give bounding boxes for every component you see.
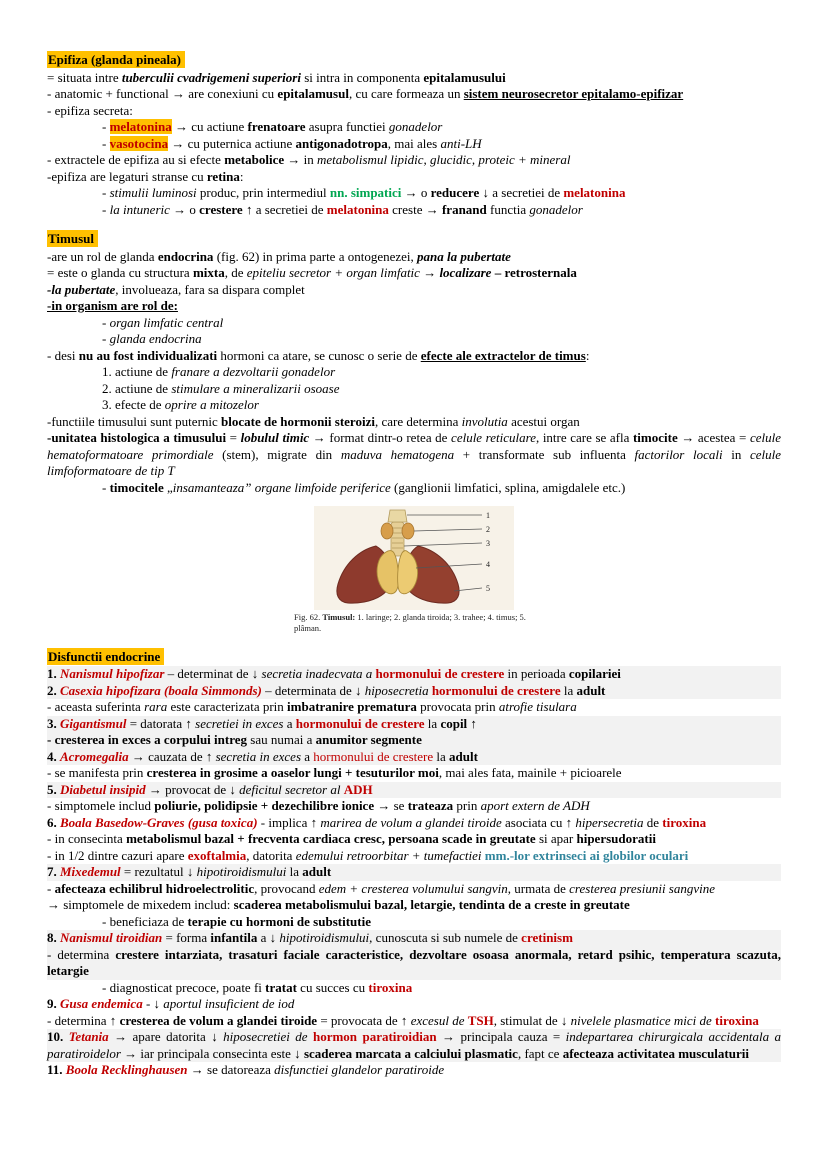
text-run: gonadelor <box>388 119 443 134</box>
text-run: → <box>419 265 440 280</box>
text-run: involutia <box>461 413 508 429</box>
section-heading-text: Disfunctii endocrine <box>47 648 164 665</box>
text-run: , fapt ce <box>517 1045 563 1061</box>
text-run: - implica ↑ <box>257 814 321 830</box>
text-run: Mixedemul <box>60 864 121 880</box>
text-run: a ↓ <box>257 930 280 946</box>
text-run: localizare <box>439 265 492 280</box>
text-run: oprire a mitozelor <box>164 397 259 412</box>
text-run: 3. efecte de <box>102 397 165 412</box>
text-run: hipersecretia <box>575 814 644 830</box>
text-run: asociata cu ↑ <box>501 814 576 830</box>
text-run: afecteaza echilibrul hidroelectrolitic <box>54 880 255 896</box>
text-run: lobulul timic <box>240 430 310 445</box>
text-run: anti-LH <box>440 135 482 151</box>
text-line <box>47 103 781 120</box>
text-run: - <box>102 185 110 200</box>
text-run: pana la pubertate <box>417 248 511 264</box>
text-line <box>47 897 781 914</box>
text-run: de <box>643 814 663 830</box>
text-run: crestere <box>199 201 243 217</box>
text-run: cresterea in grosime a oaselor lungi + tesuturilor moi <box>146 765 439 781</box>
text-run: retrosternala <box>504 265 577 280</box>
text-run: – <box>491 265 505 280</box>
text-run: -in organism are rol de: <box>47 298 178 313</box>
text-run: la <box>424 715 441 731</box>
text-run: - <box>102 331 110 346</box>
text-run: hiposecretiei de <box>223 1029 313 1045</box>
text-run: la intuneric <box>109 201 170 217</box>
text-run: - determina ↑ <box>47 1012 120 1028</box>
text-run: , intre care se afla <box>535 430 633 445</box>
text-run: Boola Recklinghausen <box>65 1062 188 1078</box>
text-run: - desi <box>47 347 79 363</box>
text-line <box>47 414 781 431</box>
text-run: produc, prin intermediul <box>196 185 330 200</box>
text-run: nn. simpatici <box>329 185 402 200</box>
thymus-illustration-icon <box>314 506 514 610</box>
text-run: scaderea metabolismului bazal, letargie, tendinta de a creste in greutate <box>233 897 630 913</box>
text-line <box>47 185 781 202</box>
text-run: marirea de volum a glandei tiroide <box>320 814 502 830</box>
text-run: melatonina <box>109 119 172 134</box>
text-line <box>47 381 781 398</box>
text-run: adult <box>449 748 478 764</box>
text-run: Gusa endemica <box>60 996 143 1012</box>
text-run: = este o glanda cu structura <box>47 265 193 280</box>
text-run: ↑ a secretiei de <box>242 201 327 217</box>
text-run: hormonului de crestere <box>375 666 505 682</box>
text-run: metabolismul bazal + frecventa cardiaca cresc, persoana scade in greutate <box>126 831 536 847</box>
text-run: anumitor segmente <box>315 732 422 748</box>
text-line <box>47 397 781 414</box>
text-run: , datorita <box>246 847 296 863</box>
text-line <box>47 732 781 749</box>
text-line <box>47 364 781 381</box>
text-line <box>47 798 781 815</box>
text-run: Tetania <box>68 1029 109 1045</box>
text-run: si apar <box>535 831 577 847</box>
text-line <box>47 848 781 865</box>
text-run: - determina <box>47 946 116 962</box>
text-run: 1. <box>47 666 60 682</box>
text-run: 10. <box>47 1029 69 1045</box>
text-run: = rezultatul ↓ <box>120 864 197 880</box>
text-run: tiroxina <box>368 979 413 995</box>
text-run: -are un rol de glanda <box>47 248 158 264</box>
text-run: vasotocina <box>109 135 169 151</box>
text-run: - <box>102 119 110 134</box>
text-run: hormonului de crestere <box>313 748 434 764</box>
text-run: = provocata de ↑ <box>317 1012 411 1028</box>
text-run: aport extern de ADH <box>480 798 590 814</box>
text-run: frenatoare <box>247 119 306 134</box>
text-run: : <box>585 347 590 363</box>
text-line <box>47 864 781 881</box>
text-run: cretinism <box>521 930 573 946</box>
text-run: exoftalmia <box>187 847 247 863</box>
text-run: afecteaza activitatea musculaturii <box>562 1045 749 1061</box>
text-run: 1. actiune de <box>102 364 172 379</box>
text-run: hipersudoratii <box>576 831 656 847</box>
text-run: prin <box>453 798 481 814</box>
text-run: secretia in exces <box>215 748 302 764</box>
text-run: maduva hematogena <box>340 446 455 462</box>
text-run: aportul insuficient de iod <box>163 996 295 1012</box>
text-run: stimulii luminosi <box>109 185 197 200</box>
text-run: epitalamusului <box>423 69 506 85</box>
text-run: melatonina <box>326 201 389 217</box>
text-run: , mai ales <box>387 135 441 151</box>
text-run: hormoni ca atare, se cunosc o serie de <box>217 347 421 363</box>
text-run: , cunoscuta si sub numele de <box>369 930 522 946</box>
text-run: - <box>47 880 55 896</box>
text-run: este caracterizata prin <box>167 699 288 715</box>
text-run: 4. <box>47 748 60 764</box>
section-disfunctii <box>47 649 781 1079</box>
text-run: : <box>239 168 244 184</box>
text-run: cu succes cu <box>296 979 369 995</box>
text-line <box>47 136 781 153</box>
text-run: -la pubertate <box>47 281 116 297</box>
text-run: trateaza <box>407 798 454 814</box>
text-run: hormonului de crestere <box>431 682 561 698</box>
text-run: (ganglionii limfatici, splina, amigdalele etc.) <box>390 479 626 495</box>
text-run: hipotiroidismului <box>196 864 287 880</box>
text-run: TSH <box>467 1012 494 1028</box>
text-line <box>47 881 781 898</box>
text-run: mixta <box>192 265 225 280</box>
text-run: deficitul secretor al <box>239 781 344 797</box>
text-run: - in consecinta <box>47 831 127 847</box>
text-run: – determinat de ↓ <box>164 666 262 682</box>
text-run: melatonina <box>563 185 626 200</box>
text-run: indepartarea chirurgicala accidentala a paratiroidelor <box>47 1029 782 1061</box>
text-run: - aceasta suferinta <box>47 699 145 715</box>
text-run: - beneficiaza de <box>102 913 188 929</box>
text-run: 3. <box>47 715 60 731</box>
text-run: celule hematoformatoare primordiale <box>47 430 781 462</box>
text-run: hormon paratiroidian <box>312 1029 437 1045</box>
text-run: celule limfoformatoare de tip T <box>47 446 781 478</box>
text-run: la <box>286 864 303 880</box>
text-run: secretia inadecvata a <box>261 666 376 682</box>
text-run: adult <box>302 864 332 880</box>
text-run: → principala cauza = <box>436 1029 566 1045</box>
section-heading-text: Timusul <box>47 230 98 247</box>
text-run: glanda endocrina <box>109 331 202 346</box>
text-run: timocite <box>632 430 678 445</box>
text-line <box>47 298 781 315</box>
text-run: → cauzata de ↑ <box>128 748 216 764</box>
text-line <box>47 169 781 186</box>
text-line <box>47 265 781 282</box>
text-run: - <box>102 479 110 495</box>
text-run: metabolismul lipidic, glucidic, proteic + mineral <box>317 152 571 167</box>
figure-caption-rest: 1. laringe; 2. glanda tiroida; 3. trahee; 4. timus; 5. plâman. <box>294 612 526 634</box>
text-run: 11. <box>47 1062 66 1078</box>
figure-label-3: 3 <box>486 539 490 548</box>
text-run: factorilor locali <box>634 446 723 462</box>
text-run: - simptomele includ <box>47 798 155 814</box>
section-timusul <box>47 231 781 636</box>
text-line <box>47 831 781 848</box>
text-run: - <box>102 314 110 330</box>
text-run: rara <box>144 699 168 715</box>
text-line <box>47 699 781 716</box>
text-run: poliurie, polidipsie + dezechilibre ionice <box>154 798 375 814</box>
text-run: tratat <box>265 979 297 995</box>
text-run: - anatomic + functional → are conexiuni cu <box>47 86 278 101</box>
text-run: hormonului de crestere <box>295 715 425 731</box>
text-run: a <box>283 715 296 731</box>
text-line <box>47 947 781 980</box>
text-run: epiteliu secretor + organ limfatic <box>246 265 420 280</box>
text-run: „ <box>163 479 173 495</box>
text-line <box>47 1013 781 1030</box>
section-heading <box>47 231 781 248</box>
section-body <box>47 70 781 219</box>
text-line <box>47 480 781 497</box>
text-run: 7. <box>47 864 60 880</box>
text-line <box>47 683 781 700</box>
section-heading-text: Epifiza (glanda pineala) <box>47 51 185 68</box>
text-run: Boala Basedow-Graves (gusa toxica) <box>60 814 258 830</box>
text-run: la <box>560 682 577 698</box>
text-run: scaderea marcata a calciului plasmatic <box>303 1045 518 1061</box>
figure-label-4: 4 <box>486 560 490 569</box>
text-run: secretiei in exces <box>195 715 284 731</box>
text-run: sistem neurosecretor epitalamo-epifizar <box>463 86 684 101</box>
text-run: a <box>301 748 314 764</box>
text-run: organ limfatic central <box>109 314 224 330</box>
text-run: cresterea de volum a glandei tiroide <box>119 1012 318 1028</box>
text-run: → iar principala consecinta este ↓ <box>120 1045 304 1061</box>
text-run: disfunctiei glandelor paratiroide <box>274 1062 445 1078</box>
text-line <box>47 749 781 766</box>
text-run: reducere <box>430 185 480 200</box>
text-run: -unitatea histologica a timusului <box>47 430 227 445</box>
text-run: Diabetul insipid <box>60 781 146 797</box>
text-run: in <box>722 446 750 462</box>
text-run: , stimulat de ↓ <box>493 1012 571 1028</box>
text-run: ↑ <box>467 715 477 731</box>
text-run: - ↓ <box>142 996 164 1012</box>
section-heading <box>47 52 781 69</box>
text-run: → apare datorita ↓ <box>108 1029 224 1045</box>
text-run: excesul de <box>410 1012 468 1028</box>
text-run: Acromegalia <box>60 748 129 764</box>
text-run: insamanteaza” organe limfoide periferice <box>172 479 391 495</box>
text-run: cresterea presiunii sangvine <box>569 880 716 896</box>
text-run: efecte ale extractelor de timus <box>420 347 586 363</box>
text-run: Nanismul hipofizar <box>60 666 165 682</box>
text-run: imbatranire prematura <box>287 699 417 715</box>
text-line <box>47 815 781 832</box>
thymus-figure-inner <box>294 506 534 634</box>
text-run: blocate de hormonii steroizi <box>221 413 375 429</box>
text-run: stimulare a mineralizarii osoase <box>171 380 340 396</box>
text-run: → o <box>169 201 200 217</box>
text-run: epitalamusul <box>277 86 349 101</box>
text-run: (fig. 62) in prima parte a ontogenezei, <box>213 248 418 264</box>
text-run: endocrina <box>157 248 214 264</box>
text-run: si intra in componenta <box>300 69 424 85</box>
text-run: antigonadotropa <box>295 135 388 151</box>
figure-caption <box>294 612 534 634</box>
text-run: = datorata ↑ <box>126 715 196 731</box>
text-run: - cresterea in exces a corpului intreg <box>47 732 248 748</box>
figure-label-2: 2 <box>486 525 490 534</box>
text-line <box>47 86 781 103</box>
text-run: edemului retroorbitar + tumefactiei <box>295 847 482 863</box>
text-run: → se datoreaza <box>187 1062 275 1078</box>
text-line <box>47 119 781 136</box>
text-line <box>47 315 781 332</box>
text-run: → simptomele de mixedem includ: <box>47 897 234 913</box>
text-run: la <box>433 748 450 764</box>
text-run: = situata intre <box>47 69 122 85</box>
text-run: -epifiza are legaturi stranse cu <box>47 168 207 184</box>
text-run: metabolice <box>224 152 285 167</box>
text-line <box>47 765 781 782</box>
text-run: creste → <box>388 201 442 217</box>
text-run: → acestea = <box>677 430 750 445</box>
text-run: → in <box>284 152 317 167</box>
text-run: functia <box>486 201 530 217</box>
text-run: -functiile timusului sunt puternic <box>47 413 222 429</box>
text-run: tiroxina <box>715 1012 759 1028</box>
text-run: - se manifesta prin <box>47 765 147 781</box>
text-run: = forma <box>162 930 211 946</box>
text-run: in perioada <box>504 666 569 682</box>
text-run: mm.-lor extrinseci ai globilor oculari <box>484 847 689 863</box>
text-line <box>47 782 781 799</box>
text-run: adult <box>576 682 606 698</box>
thymus-figure <box>47 506 781 636</box>
text-run: ADH <box>343 781 373 797</box>
text-run: → provocat de ↓ <box>145 781 240 797</box>
text-run: , care determina <box>374 413 462 429</box>
figure-caption-title: Timusul: <box>322 612 356 622</box>
text-run: tiroxina <box>662 814 707 830</box>
text-run: nu au fost individualizati <box>78 347 218 363</box>
section-heading <box>47 649 781 666</box>
text-line <box>47 331 781 348</box>
figure-label-5: 5 <box>486 584 490 593</box>
text-line <box>47 70 781 87</box>
text-run: , de <box>224 265 247 280</box>
text-run: Casexia hipofizara (boala Simmonds) <box>60 682 262 698</box>
text-run: → se <box>374 798 408 814</box>
section-body <box>47 249 781 497</box>
text-run: sau numai a <box>247 732 316 748</box>
text-run: → format dintr-o retea de <box>309 430 452 445</box>
text-run: atrofie tisulara <box>498 699 577 715</box>
text-run: Nanismul tiroidian <box>60 930 163 946</box>
text-run: = <box>226 430 241 445</box>
text-run: terapie cu hormoni de substitutie <box>187 913 371 929</box>
text-run: crestere intarziata, trasaturi faciale caracteristice, dezvoltare osoasa anormala, retard psihic, temperatura scazuta, letargie <box>47 946 781 979</box>
text-line <box>47 980 781 997</box>
text-run: 9. <box>47 996 60 1012</box>
text-line <box>47 1062 781 1079</box>
text-run: - <box>102 201 110 217</box>
text-run: , mai ales fata, mainile + picioarele <box>438 765 622 781</box>
text-run: gonadelor <box>529 201 583 217</box>
text-line <box>47 430 781 480</box>
text-line <box>47 914 781 931</box>
text-run: (stem), migrate din <box>213 446 341 462</box>
text-run: 2. actiune de <box>102 380 172 396</box>
text-run: 8. <box>47 930 60 946</box>
figure-caption-prefix: Fig. 62. <box>294 612 323 622</box>
text-run: , provocand <box>254 880 319 896</box>
text-run: provocata prin <box>416 699 499 715</box>
text-run: , urmata de <box>507 880 570 896</box>
text-run: + transformate sub influenta <box>454 446 635 462</box>
text-run: nivelele plasmatice mici de <box>570 1012 716 1028</box>
text-run: timocitele <box>109 479 164 495</box>
text-run: – determinata de ↓ <box>261 682 365 698</box>
text-run: , cu care formeaza un <box>348 86 464 101</box>
text-run: - epifiza secreta: <box>47 102 133 118</box>
text-run: - in 1/2 dintre cazuri apare <box>47 847 188 863</box>
text-run: tuberculii cvadrigemeni superiori <box>121 69 301 85</box>
text-run: - diagnosticat precoce, poate fi <box>102 979 266 995</box>
text-line <box>47 666 781 683</box>
text-run: retina <box>206 168 240 184</box>
text-run: ↓ a secretiei de <box>479 185 564 200</box>
text-run: Gigantismul <box>60 715 127 731</box>
text-line <box>47 282 781 299</box>
text-run: , involueaza, fara sa dispara complet <box>115 281 305 297</box>
text-run: hiposecretia <box>364 682 432 698</box>
text-run: - extractele de epifiza au si efecte <box>47 152 225 167</box>
text-run: franare a dezvoltarii gonadelor <box>171 364 336 379</box>
text-run: franand <box>441 201 487 217</box>
text-line <box>47 1029 781 1062</box>
text-run: → o <box>401 185 431 200</box>
text-run: 6. <box>47 814 60 830</box>
text-line <box>47 249 781 266</box>
text-run: copilariei <box>568 666 621 682</box>
text-line <box>47 716 781 733</box>
text-run: - <box>102 135 110 151</box>
text-line <box>47 348 781 365</box>
text-run: hipotiroidismului <box>279 930 370 946</box>
section-epifiza <box>47 52 781 218</box>
text-run: celule reticulare <box>451 430 536 445</box>
text-run: acestui organ <box>507 413 580 429</box>
text-run: edem + cresterea volumului sangvin <box>318 880 508 896</box>
text-run: copil <box>440 715 468 731</box>
text-run: → cu actiune <box>171 119 248 134</box>
text-run: 5. <box>47 781 60 797</box>
text-run: 2. <box>47 682 60 698</box>
text-line <box>47 996 781 1013</box>
text-line <box>47 930 781 947</box>
text-run: asupra functiei <box>305 119 389 134</box>
text-line <box>47 152 781 169</box>
section-body <box>47 666 781 1079</box>
text-run: → cu puternica actiune <box>168 135 296 151</box>
text-line <box>47 202 781 219</box>
text-run: infantila <box>210 930 258 946</box>
figure-label-1: 1 <box>486 511 490 520</box>
